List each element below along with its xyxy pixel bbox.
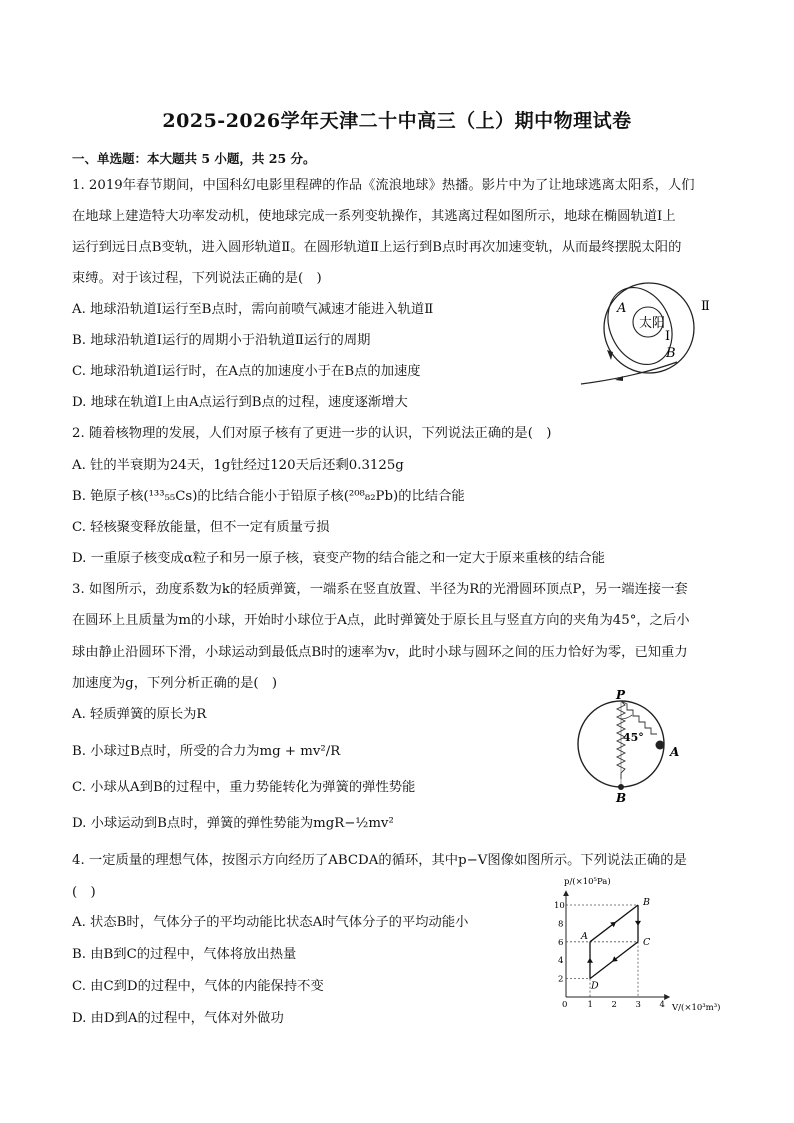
q3-option-b[interactable]: B. 小球过B点时，所受的合力为mg + mv²/R: [72, 744, 341, 759]
q2-option-d[interactable]: D. 一重原子核变成α粒子和另一原子核，衰变产物的结合能之和一定大于原来重核的结合能: [72, 551, 605, 566]
point-label-c: C: [643, 936, 651, 948]
y-tick-label: 10: [554, 901, 565, 911]
y-tick-label: 4: [558, 956, 564, 967]
q1-line: 在地球上建造特大功率发动机，使地球完成一系列变轨操作，其逃离过程如图所示，地球在椭圆轨道Ⅰ上: [72, 209, 676, 224]
q3-option-c[interactable]: C. 小球从A到B的过程中，重力势能转化为弹簧的弹性势能: [72, 780, 416, 795]
point-b-label: B: [666, 346, 676, 361]
pv-chart: [548, 872, 738, 1018]
x-tick-label: 4: [659, 1000, 665, 1010]
q4-option-b[interactable]: B. 由B到C的过程中，气体将放出热量: [72, 947, 297, 962]
q3-line: 在圆环上且质量为m的小球，开始时小球位于A点，此时弹簧处于原长且与竖直方向的夹角为45°，之后小: [72, 613, 690, 628]
orbit-ii-label: Ⅱ: [701, 299, 710, 314]
arrow-icon: [587, 958, 593, 963]
x-tick-label: 0: [562, 1000, 568, 1010]
q4-option-c[interactable]: C. 由C到D的过程中，气体的内能保持不变: [72, 979, 324, 994]
arrow-icon: [610, 922, 616, 927]
x-tick-label: 3: [635, 1000, 641, 1010]
q2-line: 2. 随着核物理的发展，人们对原子核有了更进一步的认识，下列说法正确的是( ): [72, 426, 552, 441]
section-heading: 一、单选题：本大题共 5 小题，共 25 分。: [72, 151, 316, 166]
q1-line: 1. 2019年春节期间，中国科幻电影里程碑的作品《流浪地球》热播。影片中为了让地球逃离太阳系，人们: [72, 178, 695, 193]
q1-option-a[interactable]: A. 地球沿轨道Ⅰ运行至B点时，需向前喷气减速才能进入轨道Ⅱ: [72, 302, 434, 317]
q2-option-a[interactable]: A. 钍的半衰期为24天，1g钍经过120天后还剩0.3125g: [72, 458, 404, 473]
q1-option-d[interactable]: D. 地球在轨道Ⅰ上由A点运行到B点的过程，速度逐渐增大: [72, 395, 408, 410]
sun-label: 太阳: [639, 316, 666, 331]
q1-line: 束缚。对于该过程，下列说法正确的是( ): [72, 271, 322, 286]
ball-a: [656, 741, 665, 750]
q1-option-b[interactable]: B. 地球沿轨道Ⅰ运行的周期小于沿轨道Ⅱ运行的周期: [72, 333, 371, 348]
y-tick-label: 8: [558, 919, 564, 930]
point-label-a: A: [581, 930, 588, 942]
q3-option-a[interactable]: A. 轻质弹簧的原长为R: [72, 707, 207, 722]
point-b-dot: [618, 784, 624, 790]
spring-diagonal: [621, 701, 657, 734]
arrow-icon: [635, 921, 641, 926]
q3-option-d[interactable]: D. 小球运动到B点时，弹簧的弹性势能为mgR−½mv²: [72, 816, 394, 831]
angle-label: 45°: [623, 731, 644, 744]
orbit-i-label: Ⅰ: [665, 329, 671, 344]
q4-option-a[interactable]: A. 状态B时，气体分子的平均动能比状态A时气体分子的平均动能小: [72, 915, 469, 930]
ring-spring-figure: [570, 688, 690, 806]
escape-path: [581, 362, 677, 384]
q4-option-d[interactable]: D. 由D到A的过程中，气体对外做功: [72, 1011, 284, 1026]
q2-option-b[interactable]: B. 铯原子核(¹³³₅₅Cs)的比结合能小于铅原子核(²⁰⁸₈₂Pb)的比结合能: [72, 489, 465, 504]
point-a-label: A: [670, 745, 680, 759]
point-b-label: B: [616, 791, 627, 805]
q2-option-c[interactable]: C. 轻核聚变释放能量，但不一定有质量亏损: [72, 520, 330, 535]
q4-line: ( ): [72, 885, 96, 900]
x-tick-label: 2: [611, 1000, 617, 1010]
angle-arc: [621, 715, 632, 719]
q4-line: 4. 一定质量的理想气体，按图示方向经历了ABCDA的循环，其中p−V图像如图所示。下列说法正确的是: [72, 853, 687, 868]
q3-line: 3. 如图所示，劲度系数为k的轻质弹簧，一端系在竖直放置、半径为R的光滑圆环顶点P，另一端连接一套: [72, 582, 688, 597]
point-a-label: A: [617, 301, 627, 316]
q1-line: 运行到远日点B变轨，进入圆形轨道Ⅱ。在圆形轨道Ⅱ上运行到B点时再次加速变轨，从而最终摆脱太阳的: [72, 240, 682, 255]
arrow-icon: [607, 350, 613, 360]
q1-option-c[interactable]: C. 地球沿轨道Ⅰ运行时，在A点的加速度小于在B点的加速度: [72, 364, 421, 379]
arrow-icon: [612, 956, 618, 961]
y-axis-label: p/(×10⁵Pa): [564, 877, 611, 887]
orbit-figure: [575, 282, 725, 392]
page-title: 2025-2026学年天津二十中高三（上）期中物理试卷: [162, 110, 632, 132]
x-tick-label: 1: [587, 1000, 593, 1010]
q3-line: 加速度为g，下列分析正确的是( ): [72, 676, 278, 691]
y-tick-label: 2: [558, 974, 564, 985]
y-tick-label: 6: [558, 937, 564, 948]
point-label-d: D: [591, 980, 599, 992]
x-axis-label: V/(×10³m³): [672, 1003, 721, 1013]
point-label-b: B: [643, 897, 650, 908]
point-p-label: P: [616, 688, 626, 702]
q3-line: 球由静止沿圆环下滑，小球运动到最低点B时的速率为v，此时小球与圆环之间的压力恰好为零，已知重力: [72, 645, 688, 660]
